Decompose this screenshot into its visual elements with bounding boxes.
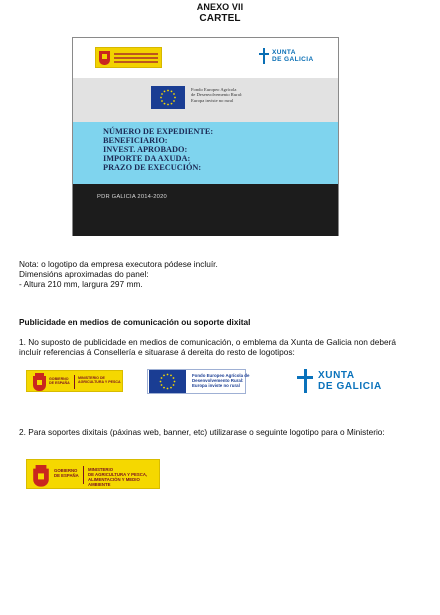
eu-flag-icon — [151, 86, 185, 109]
spain-crest-icon — [99, 51, 110, 65]
page-title: CARTEL — [199, 13, 241, 24]
feader-text: Fondo Europeo Agrícola de Desenvolvemento Rural: Europa inviste no rural — [191, 87, 243, 103]
cartel-program-band — [73, 184, 338, 236]
field-importe: IMPORTE DA AXUDA: — [103, 154, 191, 163]
cartel-eu-band — [73, 78, 338, 122]
note-line: Dimensións aproximadas do panel: — [19, 269, 149, 279]
xunta-cross-icon — [297, 369, 313, 393]
feader-text: Fondo Europeo Agrícola de Desenvolvemento Rural: Europa inviste no rural — [192, 373, 250, 389]
note-block — [19, 259, 218, 289]
gobierno-ministerio-logo: GOBIERNO DE ESPAÑA MINISTERIO DE AGRICULTURA Y PESCA — [26, 370, 123, 392]
annex-label: ANEXO VII — [196, 2, 244, 12]
cartel-fields — [103, 127, 213, 172]
program-label: PDR GALICIA 2014-2020 — [97, 194, 167, 200]
ministerio-logo: GOBIERNO DE ESPAÑA MINISTERIO DE AGRICULTURA Y PESCA, ALIMENTACIÓN Y MEDIO AMBIENTE — [26, 459, 160, 489]
field-prazo: PRAZO DE EXECUCIÓN: — [103, 163, 202, 172]
xunta-logo: XUNTA DE GALICIA — [297, 369, 382, 393]
paragraph-media: 1. No suposto de publicidade en medios de comunicación, o emblema da Xunta de Galicia non deberá incluír referencias á Consellería e situarase á dereita do resto de logotipos: — [19, 337, 396, 357]
gobierno-logo — [95, 47, 162, 68]
field-expediente: NÚMERO DE EXPEDIENTE: — [103, 127, 214, 136]
eu-flag-icon — [149, 370, 186, 393]
spain-crest-icon — [32, 373, 47, 392]
cartel-panel — [72, 37, 339, 236]
xunta-cross-icon — [259, 48, 269, 64]
cartel-logo-band — [73, 38, 338, 78]
spain-crest-icon — [32, 465, 50, 488]
paragraph-digital: 2. Para soportes dixitais (páxinas web, banner, etc) utilizarase o seguinte logotipo para o Ministerio: — [19, 427, 385, 437]
note-line: Nota: o logotipo da empresa executora pódese incluír. — [19, 259, 218, 269]
field-beneficiario: BENEFICIARIO: — [103, 136, 168, 145]
field-investimento: INVEST. APROBADO: — [103, 145, 188, 154]
cartel-fields-band — [73, 122, 338, 184]
note-line: - Altura 210 mm, largura 297 mm. — [19, 279, 143, 289]
xunta-logo: XUNTA DE GALICIA — [259, 48, 314, 64]
section-title: Publicidade en medios de comunicación ou soporte dixital — [19, 317, 251, 327]
